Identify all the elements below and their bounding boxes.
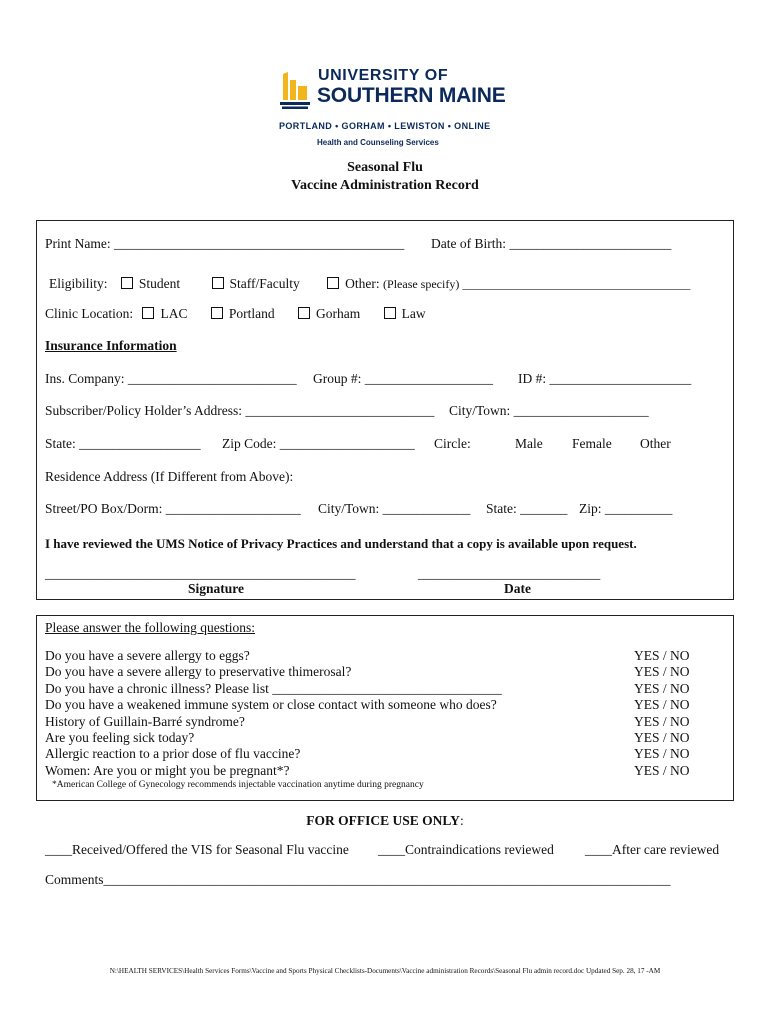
id-number-field[interactable]: ID #: _____________________ <box>518 371 692 386</box>
eligibility-label: Eligibility: <box>49 276 108 291</box>
contraindications-field[interactable]: ____Contraindications reviewed <box>378 842 554 857</box>
comments-field[interactable]: Comments____________________________________________________________________________________ <box>45 872 671 887</box>
print-name-field[interactable]: Print Name: ___________________________________________ <box>45 236 405 251</box>
yes-no-answer[interactable]: YES / NO <box>634 697 690 713</box>
yes-no-answer[interactable]: YES / NO <box>634 713 690 729</box>
question-item: Are you feeling sick today? <box>45 729 195 745</box>
yes-no-answer[interactable]: YES / NO <box>634 680 690 696</box>
vis-received-field[interactable]: ____Received/Offered the VIS for Seasonal Flu vaccine <box>45 842 349 857</box>
clinic-location-label: Clinic Location: <box>45 306 134 321</box>
questions-heading: Please answer the following questions: <box>45 620 255 635</box>
sex-option-male[interactable]: Male <box>515 436 543 451</box>
question-item: Do you have a severe allergy to preservative thimerosal? <box>45 664 352 680</box>
insurance-company-field[interactable]: Ins. Company: _________________________ <box>45 371 297 386</box>
yes-no-answer[interactable]: YES / NO <box>634 664 690 680</box>
eligibility-student-option[interactable]: Student <box>121 276 180 292</box>
street-field[interactable]: Street/PO Box/Dorm: ____________________ <box>45 501 301 516</box>
question-item: Allergic reaction to a prior dose of flu vaccine? <box>45 746 301 762</box>
checkbox-icon <box>142 307 154 319</box>
campus-list: PORTLAND • GORHAM • LEWISTON • ONLINE <box>279 121 491 131</box>
signature-label: Signature <box>188 581 245 596</box>
file-path-footer: N:\HEALTH SERVICES\Health Services Forms\Vaccine and Sports Physical Checklists-Documents\Vaccine administration Records\Seasonal Flu admin record.doc Updated Sep. 28, 17 -AM <box>109 967 661 975</box>
circle-label: Circle: <box>434 436 471 451</box>
department-name: Health and Counseling Services <box>317 138 439 147</box>
question-item: History of Guillain-Barré syndrome? <box>45 713 245 729</box>
eligibility-row <box>49 276 690 292</box>
clinic-portland-option[interactable]: Portland <box>211 306 275 322</box>
date-label: Date <box>504 581 531 596</box>
insurance-heading: Insurance Information <box>45 338 177 353</box>
checkbox-icon <box>212 277 224 289</box>
logo-line2: SOUTHERN MAINE <box>317 84 506 107</box>
clinic-lac-option[interactable]: LAC <box>142 306 187 322</box>
question-item: Do you have a weakened immune system or close contact with someone who does? <box>45 697 497 713</box>
logo-line1: UNIVERSITY OF <box>318 67 449 84</box>
clinic-location-row <box>45 306 452 322</box>
state-field-2[interactable]: State: _______ <box>486 501 568 516</box>
checkbox-icon <box>211 307 223 319</box>
university-logo <box>279 66 506 156</box>
sex-option-other[interactable]: Other <box>640 436 671 451</box>
checkbox-icon <box>121 277 133 289</box>
checkbox-icon <box>298 307 310 319</box>
checkbox-icon <box>384 307 396 319</box>
zip-field-2[interactable]: Zip: __________ <box>579 501 673 516</box>
group-number-field[interactable]: Group #: ___________________ <box>313 371 493 386</box>
date-field[interactable]: ___________________________ <box>418 566 601 581</box>
clinic-law-option[interactable]: Law <box>384 306 426 322</box>
office-use-heading: FOR OFFICE USE ONLY: <box>306 813 464 828</box>
yes-no-answer[interactable]: YES / NO <box>634 746 690 762</box>
other-specify-field[interactable]: (Please specify) ______________________________________ <box>383 277 691 291</box>
question-item: Women: Are you or might you be pregnant*? <box>45 762 290 778</box>
question-item: Do you have a severe allergy to eggs? <box>45 648 250 663</box>
city-town-field[interactable]: City/Town: ____________________ <box>449 403 649 418</box>
pregnancy-footnote: *American College of Gynecology recommends injectable vaccination anytime during pregnancy <box>52 780 424 790</box>
answer-list <box>634 648 690 779</box>
zip-code-field[interactable]: Zip Code: ____________________ <box>222 436 415 451</box>
subscriber-address-field[interactable]: Subscriber/Policy Holder’s Address: ____________________________ <box>45 403 435 418</box>
privacy-statement: I have reviewed the UMS Notice of Privacy Practices and understand that a copy is available upon request. <box>45 536 637 551</box>
city-town-field-2[interactable]: City/Town: _____________ <box>318 501 471 516</box>
page-title-line1: Seasonal Flu <box>347 160 423 175</box>
residence-address-label: Residence Address (If Different from Above): <box>45 469 294 484</box>
clinic-gorham-option[interactable]: Gorham <box>298 306 360 322</box>
page-title-line2: Vaccine Administration Record <box>291 178 479 193</box>
checkbox-icon <box>327 277 339 289</box>
date-of-birth-field[interactable]: Date of Birth: ________________________ <box>431 236 672 251</box>
lighthouse-icon <box>279 70 311 110</box>
signature-field[interactable]: ______________________________________________ <box>45 566 356 581</box>
state-field[interactable]: State: __________________ <box>45 436 201 451</box>
aftercare-field[interactable]: ____After care reviewed <box>585 842 720 857</box>
yes-no-answer[interactable]: YES / NO <box>634 762 690 778</box>
sex-option-female[interactable]: Female <box>572 436 612 451</box>
yes-no-answer[interactable]: YES / NO <box>634 648 690 663</box>
eligibility-staff-option[interactable]: Staff/Faculty <box>212 276 300 292</box>
eligibility-other-option[interactable]: Other: <box>327 276 380 291</box>
question-list <box>45 648 502 779</box>
question-item: Do you have a chronic illness? Please list __________________________________ <box>45 680 502 696</box>
yes-no-answer[interactable]: YES / NO <box>634 729 690 745</box>
